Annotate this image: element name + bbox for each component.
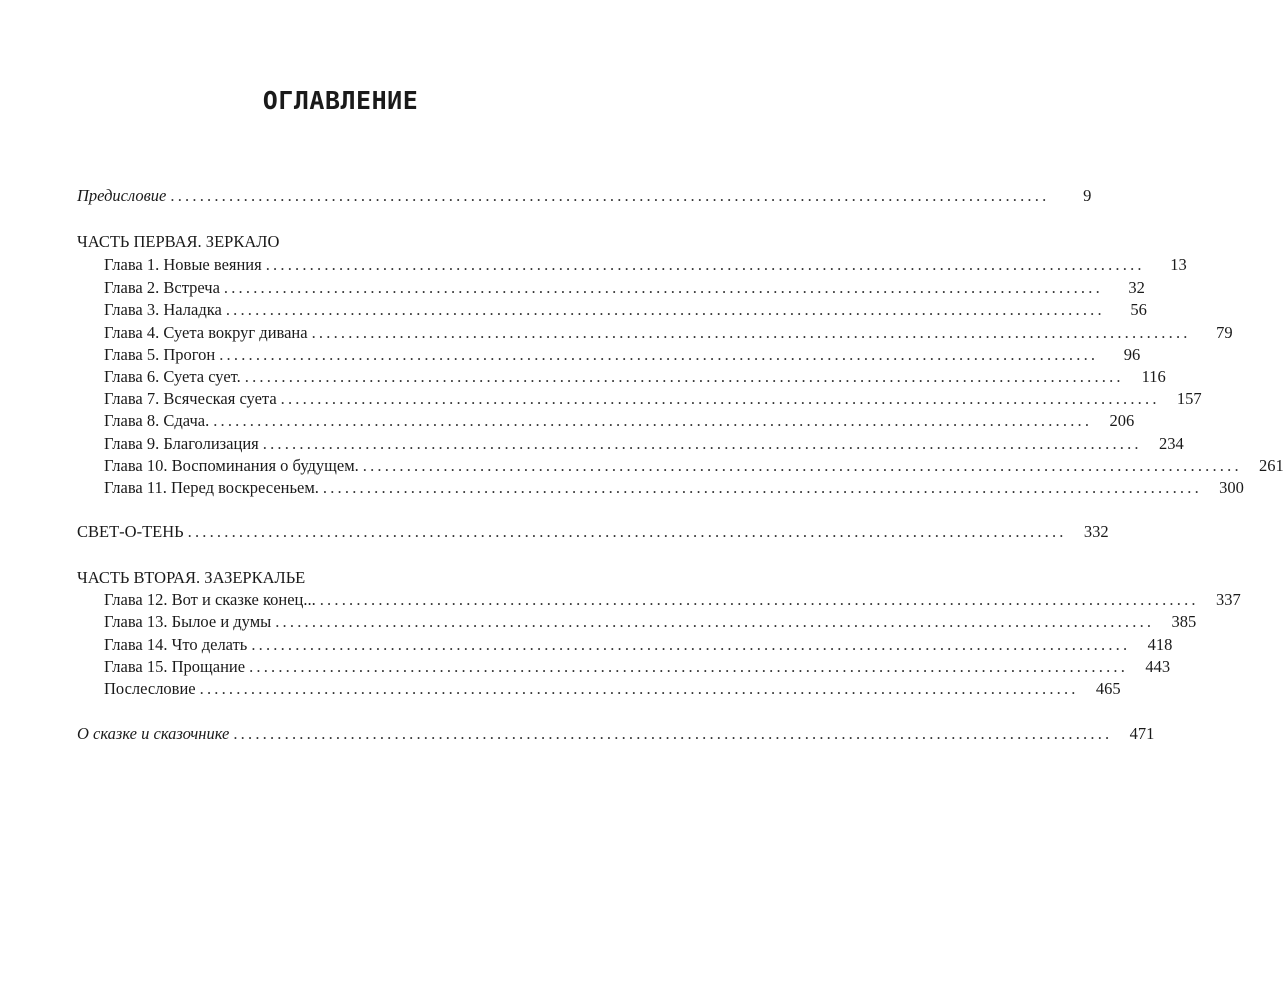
toc-page-number: 116 (1141, 367, 1166, 386)
dot-leader: ........................................................................................................................ (249, 657, 1129, 676)
page-title: ОГЛАВЛЕНИЕ (262, 86, 419, 115)
toc-entry-chapter[interactable] (77, 410, 1135, 432)
toc-page-number: 471 (1129, 724, 1155, 743)
toc-page-number: 96 (1123, 345, 1141, 364)
toc-entry-label: Глава 5. Прогон (104, 345, 216, 364)
toc-entry-chapter[interactable] (77, 477, 1244, 499)
dot-leader: ........................................................................................................................ (244, 367, 1124, 386)
dot-leader: ........................................................................................................................ (311, 323, 1191, 342)
dot-leader: ........................................................................................................................ (322, 478, 1202, 497)
toc-page-number: 465 (1095, 679, 1121, 698)
toc-entry-preface[interactable] (77, 185, 1092, 207)
toc-entry-label: Глава 10. Воспоминания о будущем. (104, 456, 359, 475)
toc-entry-label: СВЕТ-О-ТЕНЬ (77, 522, 184, 541)
toc-entry-interlude[interactable] (77, 521, 1109, 543)
toc-entry-label: Глава 3. Наладка (104, 300, 222, 319)
toc-entry-chapter[interactable] (77, 433, 1184, 455)
dot-leader: ........................................................................................................................ (223, 278, 1103, 297)
toc-entry-label: Глава 4. Суета вокруг дивана (104, 323, 308, 342)
toc-entry-afterword[interactable] (77, 723, 1155, 745)
dot-leader: ........................................................................................................................ (251, 635, 1131, 654)
toc-entry-chapter[interactable] (77, 299, 1147, 321)
toc-page-number: 261 (1259, 456, 1284, 475)
dot-leader: ........................................................................................................................ (233, 724, 1113, 743)
toc-entry-label: Глава 8. Сдача. (104, 411, 210, 430)
toc-page-number: 418 (1147, 635, 1173, 654)
toc-entry-label: Глава 6. Суета сует. (104, 367, 241, 386)
dot-leader: ........................................................................................................................ (225, 300, 1105, 319)
toc-entry-chapter[interactable] (77, 678, 1121, 700)
dot-leader: ........................................................................................................................ (262, 434, 1142, 453)
toc-entry-chapter[interactable] (77, 254, 1187, 276)
toc-entry-label: О сказке и сказочнике (77, 724, 230, 743)
toc-entry-label: Глава 2. Встреча (104, 278, 220, 297)
part-heading: ЧАСТЬ ПЕРВАЯ. ЗЕРКАЛО (77, 232, 280, 251)
toc-entry-label: Глава 15. Прощание (104, 657, 246, 676)
dot-leader: ........................................................................................................................ (199, 679, 1079, 698)
toc-entry-chapter[interactable] (77, 388, 1202, 410)
toc-entry-label: Глава 7. Всяческая суета (104, 389, 277, 408)
toc-page-number: 157 (1176, 389, 1202, 408)
toc-entry-chapter[interactable] (77, 611, 1197, 633)
toc-entry-chapter[interactable] (77, 322, 1233, 344)
toc-entry-label: Предисловие (77, 186, 167, 205)
toc-entry-label: Глава 12. Вот и сказке конец... (104, 590, 316, 609)
toc-page-number: 32 (1128, 278, 1145, 297)
dot-leader: ........................................................................................................................ (170, 186, 1050, 205)
dot-leader: ........................................................................................................................ (213, 411, 1093, 430)
dot-leader: ........................................................................................................................ (219, 345, 1099, 364)
dot-leader: ........................................................................................................................ (280, 389, 1160, 408)
toc-page-number: 13 (1170, 255, 1187, 274)
toc-page-number: 79 (1216, 323, 1233, 342)
toc-entry-label: Глава 13. Былое и думы (104, 612, 272, 631)
toc-entry-chapter[interactable] (77, 455, 1284, 477)
toc-entry-label: Глава 14. Что делать (104, 635, 248, 654)
dot-leader: ........................................................................................................................ (187, 522, 1067, 541)
toc-entry-chapter[interactable] (77, 344, 1141, 366)
dot-leader: ........................................................................................................................ (319, 590, 1199, 609)
toc-page-number: 385 (1171, 612, 1197, 631)
dot-leader: ........................................................................................................................ (265, 255, 1145, 274)
toc-entry-label: Глава 9. Благолизация (104, 434, 259, 453)
toc-entry-chapter[interactable] (77, 656, 1171, 678)
toc-entry-chapter[interactable] (77, 366, 1166, 388)
toc-page-number: 9 (1083, 186, 1092, 205)
toc-entry-label: Послесловие (104, 679, 196, 698)
toc-page-number: 234 (1159, 434, 1184, 453)
toc-page-number: 337 (1215, 590, 1241, 609)
part-heading: ЧАСТЬ ВТОРАЯ. ЗАЗЕРКАЛЬЕ (77, 568, 306, 587)
dot-leader: ........................................................................................................................ (275, 612, 1155, 631)
toc-page-number: 206 (1109, 411, 1135, 430)
toc-page-number: 443 (1145, 657, 1171, 676)
toc-page-number: 300 (1219, 478, 1244, 497)
toc-entry-chapter[interactable] (77, 589, 1241, 611)
dot-leader: ........................................................................................................................ (362, 456, 1242, 475)
toc-entry-label: Глава 11. Перед воскресеньем. (104, 478, 319, 497)
toc-entry-chapter[interactable] (77, 277, 1145, 299)
toc-page-number: 332 (1083, 522, 1109, 541)
toc-page-number: 56 (1130, 300, 1147, 319)
toc-entry-label: Глава 1. Новые веяния (104, 255, 262, 274)
toc-entry-chapter[interactable] (77, 634, 1173, 656)
